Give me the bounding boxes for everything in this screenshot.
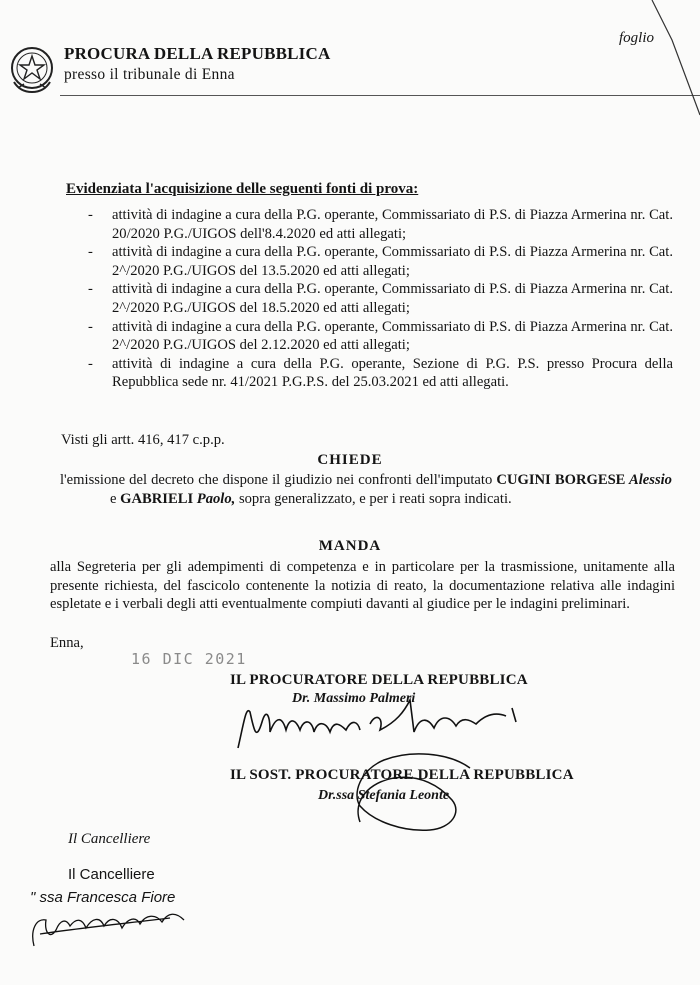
evidence-item: - attività di indagine a cura della P.G. operante, Commissariato di P.S. di Piazza Armerina nr. Cat. 20/2020 P.G./UIGOS dell'8.4.2020 ed atti allegati; bbox=[88, 206, 673, 243]
conjunction: e bbox=[110, 490, 121, 507]
procuratore-name: Dr. Massimo Palmeri bbox=[292, 691, 416, 706]
header-rule bbox=[60, 95, 700, 96]
place-label: Enna, bbox=[50, 635, 84, 651]
defendant-name-2: Paolo, bbox=[193, 490, 236, 507]
chiede-text: l'emissione del decreto che dispone il giudizio nei confronti dell'imputato bbox=[60, 472, 497, 488]
evidence-item: - attività di indagine a cura della P.G. operante, Commissariato di P.S. di Piazza Armerina nr. Cat. 2^/2020 P.G./UIGOS del 2.12.2020 ed atti allegati; bbox=[88, 318, 673, 355]
defendant-surname-2: GABRIELI bbox=[120, 490, 194, 507]
chiede-text-after: sopra generalizzato, e per i reati sopra indicati. bbox=[235, 490, 512, 507]
office-title: PROCURA DELLA REPUBBLICA bbox=[64, 44, 331, 63]
evidence-item: - attività di indagine a cura della P.G. operante, Sezione di P.G. P.S. presso Procura della Repubblica sede nr. 41/2021 P.G.P.S. del 25.03.2021 ed atti allegati. bbox=[88, 355, 673, 392]
visti-line: Visti gli artt. 416, 417 c.p.p. bbox=[61, 432, 225, 448]
evidence-list bbox=[88, 206, 673, 392]
sostituto-name: Dr.ssa Stefania Leonte bbox=[318, 788, 450, 803]
cancelliere-label: Il Cancelliere bbox=[68, 831, 151, 847]
procuratore-signature bbox=[238, 700, 516, 748]
evidence-heading: Evidenziata l'acquisizione delle seguenti fonti di prova: bbox=[66, 181, 419, 197]
chiede-paragraph bbox=[60, 471, 672, 508]
defendant-name-1: Alessio bbox=[625, 472, 672, 488]
office-subtitle: presso il tribunale di Enna bbox=[64, 66, 235, 83]
evidence-item: - attività di indagine a cura della P.G. operante, Commissariato di P.S. di Piazza Armerina nr. Cat. 2^/2020 P.G./UIGOS del 13.5.2020 ed atti allegati; bbox=[88, 243, 673, 280]
corner-fold-mark bbox=[652, 0, 700, 115]
defendant-surname-1: CUGINI BORGESE bbox=[496, 472, 626, 488]
chiede-heading: CHIEDE bbox=[317, 452, 383, 468]
date-stamp: 16 DIC 2021 bbox=[131, 650, 247, 668]
italian-republic-emblem-icon bbox=[8, 44, 56, 96]
manda-paragraph: alla Segreteria per gli adempimenti di competenza e in particolare per la trasmissione, unitamente alla presente richiesta, del fascicolo contenente la notizia di reato, la documentazione relativa alle indagini espletate e i verbali degli atti eventualmente compiuti davanti al giudice per le indagini preliminari. bbox=[50, 559, 675, 613]
sostituto-title: IL SOST. PROCURATORE DELLA REPUBBLICA bbox=[230, 767, 574, 783]
manda-heading: MANDA bbox=[318, 538, 382, 554]
cancelliere-stamp-name: " ssa Francesca Fiore bbox=[30, 889, 176, 906]
cancelliere-stamp-label: Il Cancelliere bbox=[68, 866, 155, 883]
sheet-label: foglio bbox=[618, 30, 654, 46]
procuratore-title: IL PROCURATORE DELLA REPUBBLICA bbox=[230, 672, 528, 688]
cancelliere-signature bbox=[33, 914, 184, 946]
evidence-item: - attività di indagine a cura della P.G. operante, Commissariato di P.S. di Piazza Armerina nr. Cat. 2^/2020 P.G./UIGOS del 18.5.2020 ed atti allegati; bbox=[88, 280, 673, 317]
